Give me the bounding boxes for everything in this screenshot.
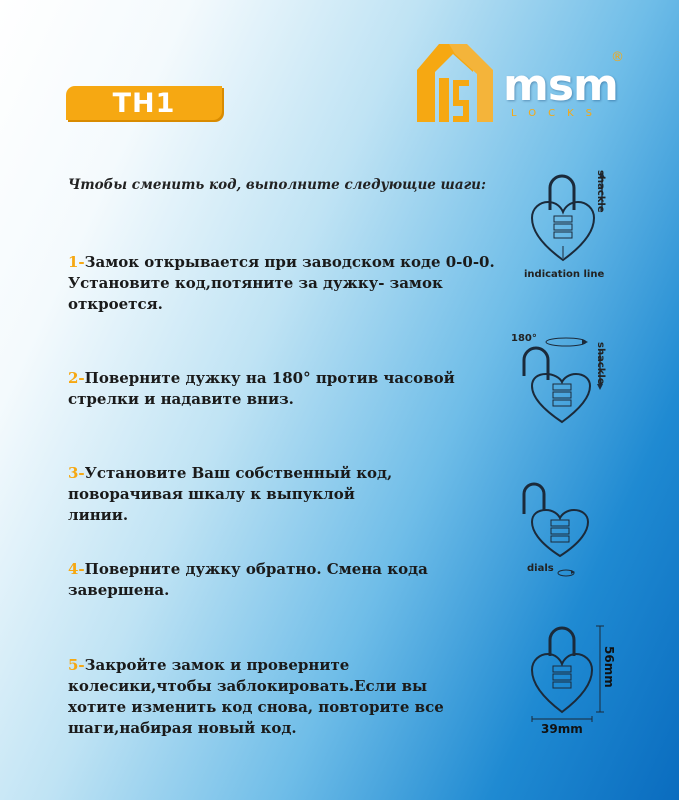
house-logo-icon [415, 42, 495, 124]
lock-illustration-1 [528, 170, 598, 269]
rotate-label: 180° [511, 333, 537, 344]
step-text: Поверните дужку на 180° против часовой стрелки и надавите вниз. [68, 369, 455, 408]
step-number: 5- [68, 656, 85, 674]
rotate-lock-icon [520, 336, 600, 426]
dial-rotate-icon [556, 563, 576, 582]
step-text: Закройте замок и проверните колесики,чтобы заблокировать.Если вы хотите изменить код снова, повторите все шаги,набирая новый код. [68, 656, 444, 737]
step-text: Поверните дужку обратно. Смена кода завершена. [68, 560, 428, 599]
locked-lock-icon [530, 622, 610, 722]
step-number: 2- [68, 369, 85, 387]
step-2 [68, 368, 478, 410]
step-4 [68, 559, 428, 601]
step-number: 4- [68, 560, 85, 578]
model-badge [66, 86, 222, 120]
model-label: TH1 [112, 87, 176, 119]
indication-line-label: indication line [524, 269, 605, 280]
step-1 [68, 252, 498, 315]
height-dimension: 56mm [602, 646, 616, 688]
width-dimension: 39mm [541, 722, 583, 736]
step-number: 3- [68, 464, 85, 482]
set-code-lock-icon [520, 478, 590, 558]
step-5 [68, 655, 488, 739]
heart-lock-icon [528, 170, 598, 265]
lock-illustration-2 [520, 336, 600, 430]
lock-illustration-3 [520, 478, 590, 562]
brand-name: msm [503, 60, 618, 111]
shackle-label-2: shackle [595, 342, 606, 385]
step-text: Установите Ваш собственный код, поворачивая шкалу к выпуклой линии. [68, 464, 393, 524]
shackle-label: shackle [595, 170, 606, 213]
registered-mark: ® [611, 50, 624, 65]
step-number: 1- [68, 253, 85, 271]
step-3 [68, 463, 418, 526]
step-text: Замок открывается при заводском коде 0-0-0. Установите код,потяните за дужку- замок откроется. [68, 253, 495, 313]
brand-subtitle: LOCKS [511, 108, 604, 119]
dials-label: dials [527, 563, 554, 574]
lock-illustration-4 [530, 622, 610, 726]
brand-logo [415, 42, 635, 132]
intro-text: Чтобы сменить код, выполните следующие шаги: [68, 177, 486, 193]
